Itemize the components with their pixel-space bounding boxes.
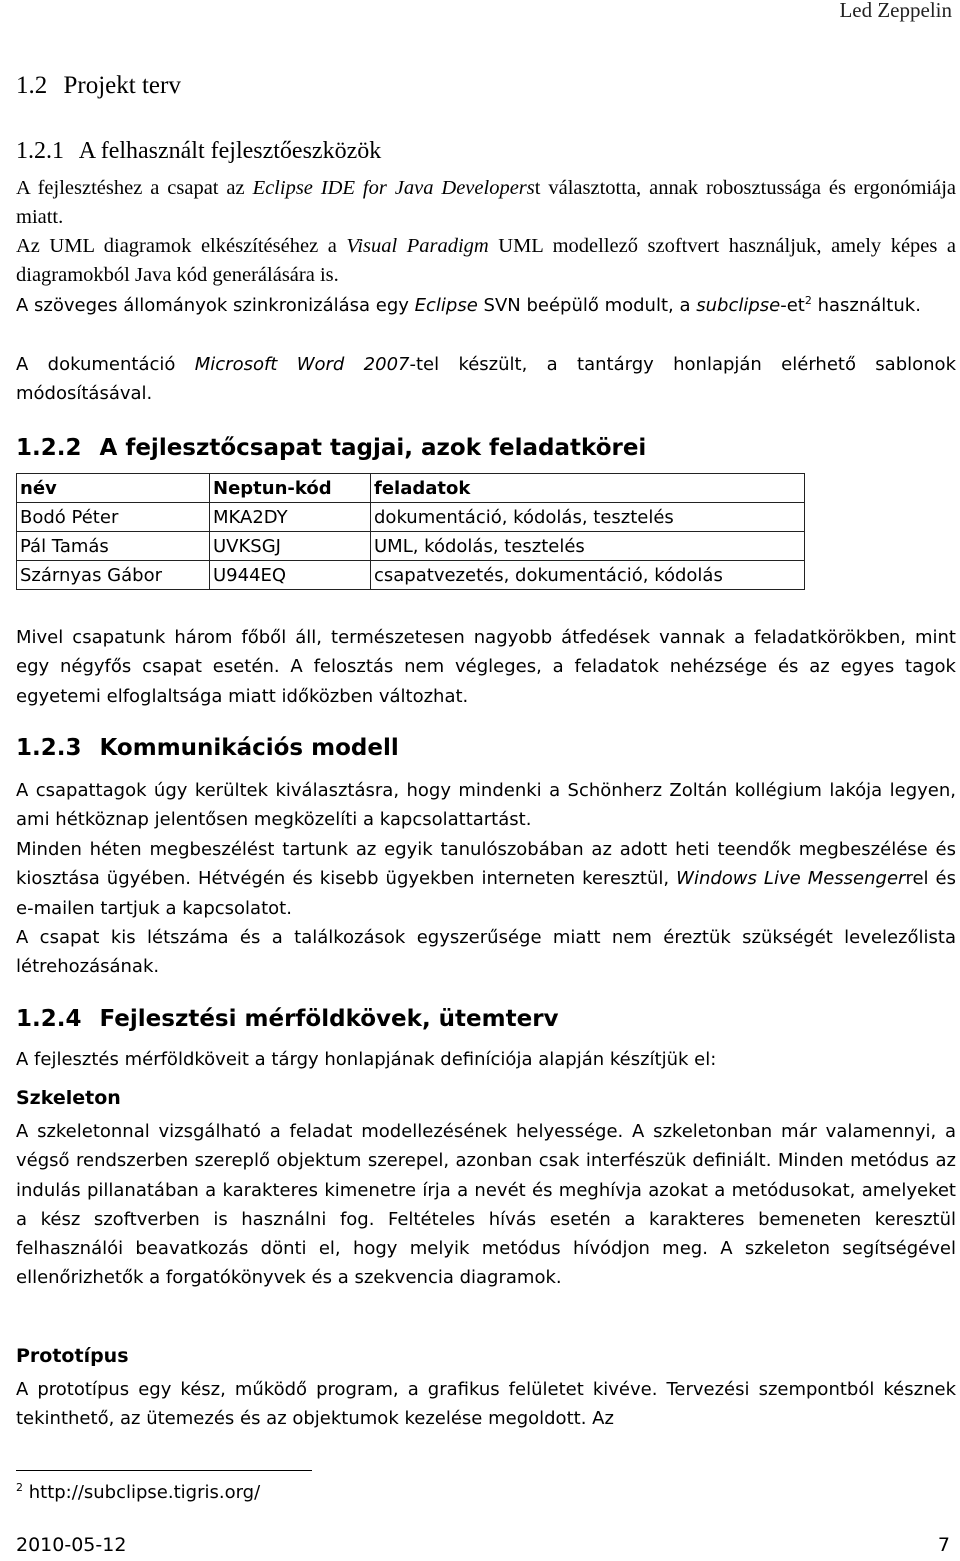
- paragraph-communication-1: A csapattagok úgy kerültek kiválasztásra, hogy mindenki a Schönherz Zoltán kollégium lakója legyen, ami hétköznap jelentősen megközelíti a kapcsolattartást.: [16, 780, 956, 831]
- text-run-italic: Windows Live Messenger: [676, 868, 906, 890]
- table-header-row: [17, 474, 805, 503]
- heading-title: Projekt terv: [63, 72, 181, 99]
- paragraph-prototype: A prototípus egy kész, működő program, a grafikus felületet kivéve. Tervezési szempontból késznek tekinthető, az ütemezés és az objektumok kezelése megoldott. Az: [16, 1379, 956, 1430]
- subheading-skeleton: Szkeleton: [16, 1087, 121, 1109]
- paragraph-milestones-intro: A fejlesztés mérföldköveit a tárgy honlapjának definíciója alapján készítjük el:: [16, 1049, 717, 1070]
- text-run-italic: Eclipse IDE for Java Developers: [252, 177, 535, 199]
- running-header: Led Zeppelin: [839, 0, 952, 22]
- header-neptun: Neptun-kód: [210, 474, 371, 503]
- cell-neptun: U944EQ: [210, 561, 371, 590]
- paragraph-communication-2: [16, 835, 956, 923]
- team-table: [16, 473, 805, 590]
- heading-number: 1.2.2: [16, 435, 82, 461]
- footnote-link[interactable]: http://subclipse.tigris.org/: [28, 1482, 261, 1503]
- text-run: -tel készült, a tantárgy honlapján elérhető sablonok módosításával.: [16, 354, 956, 405]
- cell-tasks: UML, kódolás, tesztelés: [371, 532, 805, 561]
- heading-title: A felhasznált fejlesztőeszközök: [78, 138, 382, 164]
- cell-name: Szárnyas Gábor: [17, 561, 210, 590]
- heading-1-2: [16, 72, 181, 100]
- header-name: név: [17, 474, 210, 503]
- text-run: t választotta, annak robosztussága és ergonómiája miatt.: [16, 177, 957, 229]
- text-run: A szöveges állományok szinkronizálása egy: [16, 295, 415, 316]
- heading-number: 1.2.3: [16, 735, 82, 761]
- text-run-italic: Eclipse: [414, 295, 478, 316]
- cell-tasks: dokumentáció, kódolás, tesztelés: [371, 503, 805, 532]
- heading-1-2-1: [16, 138, 381, 165]
- footer-date: 2010-05-12: [16, 1534, 127, 1556]
- paragraph-tools-svn: [16, 291, 956, 320]
- cell-name: Pál Tamás: [17, 532, 210, 561]
- text-run: Az UML diagramok elkészítéséhez a: [16, 235, 347, 257]
- heading-1-2-4: [16, 1006, 559, 1032]
- page-number: 7: [937, 1534, 950, 1556]
- paragraph-tools-word: [16, 350, 956, 409]
- text-run: UML modellező szoftvert használjuk, amely képes a diagramokból Java kód generálására is.: [16, 235, 956, 287]
- paragraph-communication-3: A csapat kis létszáma és a találkozások egyszerűsége miatt nem éreztük szükségét levelezőlista létrehozásának.: [16, 927, 956, 978]
- heading-number: 1.2.1: [16, 138, 64, 164]
- paragraph-skeleton: A szkeletonnal vizsgálható a feladat modellezésének helyessége. A szkeletonban már valamennyi, a végső rendszerben szereplő objektum szerepel, azonban csak interfészük definiált. Minden metódus az indulás pillanatában a karakteres kimenetre írja a nevét és meghívja azokat a metódusokat, amelyeket a kész szoftverben is használni fog. Feltételes hívás esetén a karakteres bemeneten keresztül felhasználói beavatkozás dönti el, hogy melyik metódus hívódjon meg. A szkeleton segítségével ellenőrizhetők a forgatókönyvek és a szekvencia diagramok.: [16, 1121, 956, 1289]
- text-run: rel és e-mailen tartjuk a kapcsolatot.: [16, 868, 956, 919]
- footnote-separator: [16, 1470, 312, 1471]
- heading-number: 1.2: [16, 72, 48, 99]
- table-row: [17, 503, 805, 532]
- heading-1-2-2: [16, 435, 646, 461]
- text-run: használtuk.: [811, 295, 921, 316]
- subheading-prototype: Prototípus: [16, 1345, 129, 1367]
- table-row: [17, 561, 805, 590]
- text-run-italic: Visual Paradigm: [346, 235, 489, 257]
- text-run: -et: [780, 295, 805, 316]
- footnote: [16, 1482, 260, 1503]
- text-run-italic: Microsoft Word 2007: [194, 354, 410, 375]
- heading-number: 1.2.4: [16, 1006, 82, 1032]
- paragraph-team-roles: Mivel csapatunk három főből áll, természetesen nagyobb átfedések vannak a feladatkörökben, mint egy négyfős csapat esetén. A felosztás nem végleges, a feladatok nehézsége és az egyes tagok egyetemi elfoglaltsága miatt időközben változhat.: [16, 627, 956, 707]
- cell-tasks: csapatvezetés, dokumentáció, kódolás: [371, 561, 805, 590]
- footnote-number: 2: [16, 1481, 23, 1494]
- text-run: A dokumentáció: [16, 354, 195, 375]
- text-run-italic: subclipse: [696, 295, 781, 316]
- text-run: A fejlesztéshez a csapat az: [16, 177, 253, 199]
- table-row: [17, 532, 805, 561]
- heading-1-2-3: [16, 735, 399, 761]
- text-run: SVN beépülő modult, a: [477, 295, 697, 316]
- text-run: Minden héten megbeszélést tartunk az egyik tanulószobában az adott heti teendők megbeszélése és kiosztása ügyében. Hétvégén és kisebb ügyekben interneten keresztül,: [16, 839, 956, 890]
- heading-title: Kommunikációs modell: [99, 735, 399, 761]
- cell-neptun: UVKSGJ: [210, 532, 371, 561]
- heading-title: A fejlesztőcsapat tagjai, azok feladatkörei: [99, 435, 647, 461]
- cell-neptun: MKA2DY: [210, 503, 371, 532]
- paragraph-tools-eclipse: [16, 174, 956, 233]
- paragraph-tools-uml: [16, 232, 956, 291]
- footnote-ref: 2: [804, 294, 812, 307]
- cell-name: Bodó Péter: [17, 503, 210, 532]
- heading-title: Fejlesztési mérföldkövek, ütemterv: [99, 1006, 559, 1032]
- header-tasks: feladatok: [371, 474, 805, 503]
